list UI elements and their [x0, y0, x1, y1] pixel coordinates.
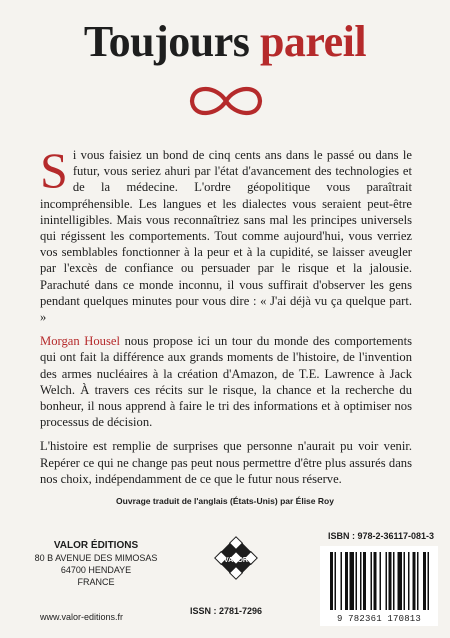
blurb-paragraph-2 — [40, 333, 412, 430]
barcode-bar — [360, 552, 362, 610]
barcode-bar — [380, 552, 382, 610]
title-word-1: Toujours — [83, 17, 250, 66]
barcode-bar — [356, 552, 358, 610]
publisher-country: FRANCE — [77, 577, 115, 587]
barcode-bar — [417, 552, 419, 610]
title-word-2: pareil — [259, 17, 367, 66]
isbn: ISBN : 978-2-36117-081-3 — [328, 531, 435, 541]
infinity-icon — [187, 80, 265, 122]
publisher-website-link[interactable]: www.valor-editions.fr — [40, 612, 124, 622]
barcode-bar — [408, 552, 410, 610]
barcode-bar — [428, 552, 430, 610]
blurb-paragraph-2-text: nous propose ici un tour du monde des comportements qui ont fait la différence aux grands moments de l'histoire, de l'invention des armes nucléaires à la création d'Amazon, de T.E. Lawrence à Jack Welch. À travers ces récits sur le risque, la chance et la recherche du bonheur, il nous apprend à faire le tri des informations et à optimiser nos processus de décision. — [40, 334, 412, 430]
valor-logo-icon — [214, 534, 258, 590]
barcode-bar — [423, 552, 426, 610]
logo-text: VALOR — [224, 557, 248, 564]
author-name: Morgan Housel — [40, 334, 120, 349]
publisher-address-1: 80 B AVENUE DES MIMOSAS — [34, 553, 158, 563]
barcode-number: 9 782361 170813 — [336, 614, 421, 624]
barcode — [320, 546, 438, 626]
publisher-name: VALOR ÉDITIONS — [53, 540, 139, 551]
blurb-paragraph-1-text: i vous faisiez un bond de cinq cents ans dans le passé ou dans le futur, vous seriez ahuri par l'état d'avancement des technologies et de la médecine. L'ordre géopolitique vous paraîtrait incompréhensible. Les langues et les dialectes vous seraient peut-être inintelligibles. Mais vous reconnaîtriez sans mal les principes universels qui régissent les comportements. Tout comme aujourd'hui, vous verriez vos semblables fonctionner à la peur et à la cupidité, se laisser aveugler par l'excès de confiance ou persuader par le risque et la jalousie. Parachuté dans ce monde inconnu, il vous suffirait d'observer les gens pendant quelques minutes pour vous dire : « J'ai déjà vu ça quelque part. » — [40, 148, 412, 325]
blurb-paragraph-1 — [40, 142, 412, 325]
barcode-bar — [341, 552, 343, 610]
barcode-bar — [374, 552, 377, 610]
barcode-bar — [398, 552, 403, 610]
back-cover-blurb — [40, 142, 412, 487]
barcode-bars — [320, 546, 438, 614]
translation-credit: Ouvrage traduit de l'anglais (États-Unis) par Élise Roy — [116, 496, 334, 506]
book-title — [0, 18, 450, 66]
barcode-bar — [363, 552, 366, 610]
blurb-paragraph-3: L'histoire est remplie de surprises que personne n'aurait pu voir venir. Repérer ce qui ne change pas peut nous permettre d'être plus assurés dans nos choix, indépendamment de ce que le futur nous réserve. — [40, 439, 412, 486]
barcode-bar — [330, 552, 333, 610]
barcode-bar — [393, 552, 395, 610]
publisher-block — [26, 540, 166, 588]
issn: ISSN : 2781-7296 — [190, 606, 263, 616]
barcode-bar — [386, 552, 388, 610]
drop-cap: S — [40, 142, 68, 198]
barcode-bar — [335, 552, 337, 610]
barcode-bar — [404, 552, 406, 610]
barcode-bar — [350, 552, 355, 610]
barcode-bar — [371, 552, 373, 610]
publisher-address-2: 64700 HENDAYE — [60, 565, 132, 575]
barcode-bar — [389, 552, 392, 610]
barcode-bar — [345, 552, 348, 610]
barcode-bar — [413, 552, 416, 610]
